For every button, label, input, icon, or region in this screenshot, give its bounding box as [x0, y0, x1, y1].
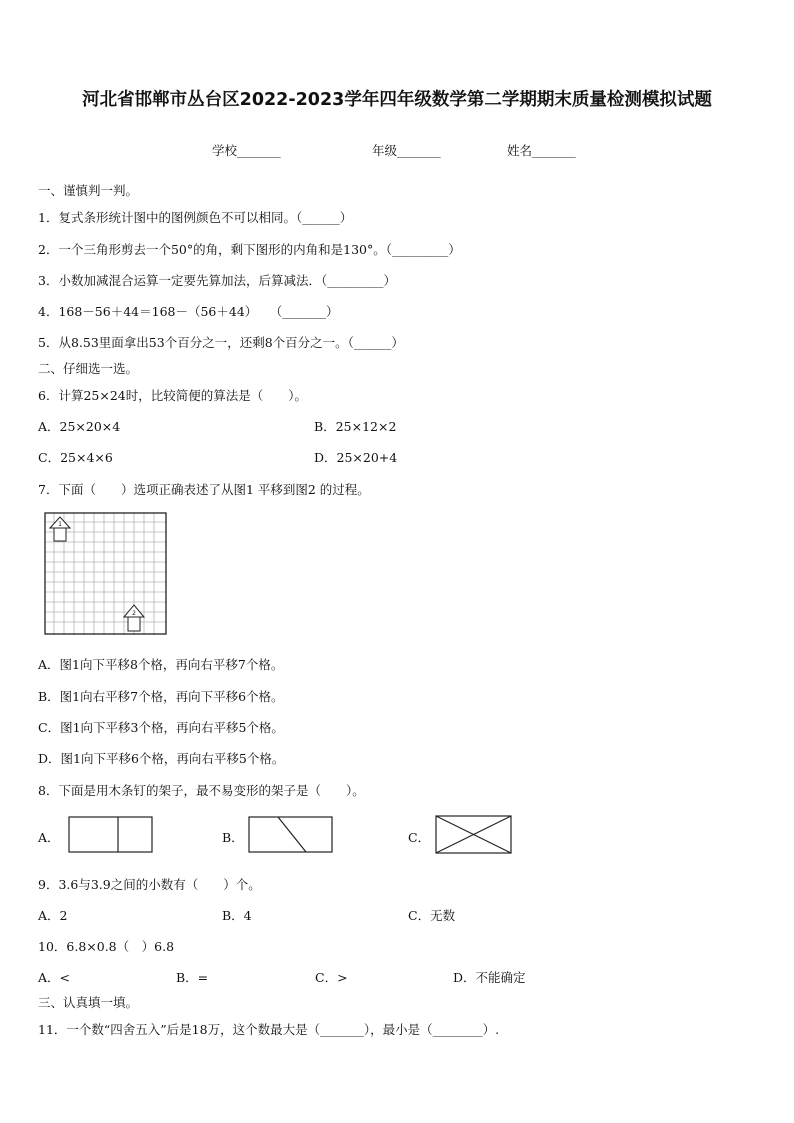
q6-option-d: D．25×20+4 — [314, 450, 398, 465]
question-7: 7．下面（ ）选项正确表述了从图1 平移到图2 的过程。 — [38, 482, 370, 497]
question-11: 11．一个数“四舍五入”后是18万，这个数最大是（_______），最小是（________）. — [38, 1022, 500, 1037]
question-8: 8．下面是用木条钉的架子，最不易变形的架子是（ ）。 — [38, 783, 365, 798]
name-field: 姓名_______ — [507, 143, 576, 158]
frame-cross-diagonals — [435, 815, 513, 855]
section-heading-3: 三、认真填一填。 — [38, 995, 139, 1010]
q9-option-a: A．2 — [38, 908, 68, 923]
q9-option-b: B．4 — [222, 908, 252, 923]
translation-grid-figure — [44, 512, 168, 636]
q6-option-c: C．25×4×6 — [38, 450, 113, 465]
q8-option-b: B． — [222, 830, 244, 845]
question-5: 5．从8.53里面拿出53个百分之一，还剩8个百分之一。（______） — [38, 335, 404, 350]
q10-option-d: D．不能确定 — [453, 970, 526, 985]
q6-option-a: A．25×20×4 — [38, 419, 121, 434]
question-10: 10．6.8×0.8（ ）6.8 — [38, 939, 175, 954]
q8-option-a: A． — [38, 830, 60, 845]
question-2: 2．一个三角形剪去一个50°的角，剩下图形的内角和是130°。（_________） — [38, 242, 461, 257]
question-9: 9．3.6与3.9之间的小数有（ ）个。 — [38, 877, 261, 892]
q10-option-c: C．> — [315, 970, 348, 985]
q6-option-b: B．25×12×2 — [314, 419, 397, 434]
page-title: 河北省邯郸市丛台区2022-2023学年四年级数学第二学期期末质量检测模拟试题 — [82, 90, 712, 110]
house-figure-2 — [124, 605, 144, 631]
question-4: 4．168－56＋44＝168－（56＋44） （_______） — [38, 304, 339, 319]
figure-1-label: 1 — [58, 521, 62, 528]
figure-2-label: 2 — [132, 610, 136, 617]
school-field: 学校_______ — [212, 143, 281, 158]
q8-option-c: C． — [408, 830, 431, 845]
q7-option-b: B．图1向右平移7个格，再向下平移6个格。 — [38, 689, 284, 704]
section-heading-2: 二、仔细选一选。 — [38, 361, 139, 376]
grade-field: 年级_______ — [372, 143, 441, 158]
q10-option-b: B．= — [176, 970, 209, 985]
frame-one-diagonal — [248, 816, 334, 854]
frame-two-rectangles — [68, 816, 154, 854]
question-3: 3．小数加减混合运算一定要先算加法，后算减法．（_________） — [38, 273, 396, 288]
section-heading-1: 一、谨慎判一判。 — [38, 183, 139, 198]
q7-option-c: C．图1向下平移3个格，再向右平移5个格。 — [38, 720, 284, 735]
q7-option-d: D．图1向下平移6个格，再向右平移5个格。 — [38, 751, 285, 766]
q7-option-a: A．图1向下平移8个格，再向右平移7个格。 — [38, 657, 284, 672]
q10-option-a: A．< — [38, 970, 71, 985]
question-1: 1．复式条形统计图中的图例颜色不可以相同。（______） — [38, 210, 353, 225]
question-6: 6．计算25×24时，比较简便的算法是（ ）。 — [38, 388, 307, 403]
q9-option-c: C．无数 — [408, 908, 456, 923]
